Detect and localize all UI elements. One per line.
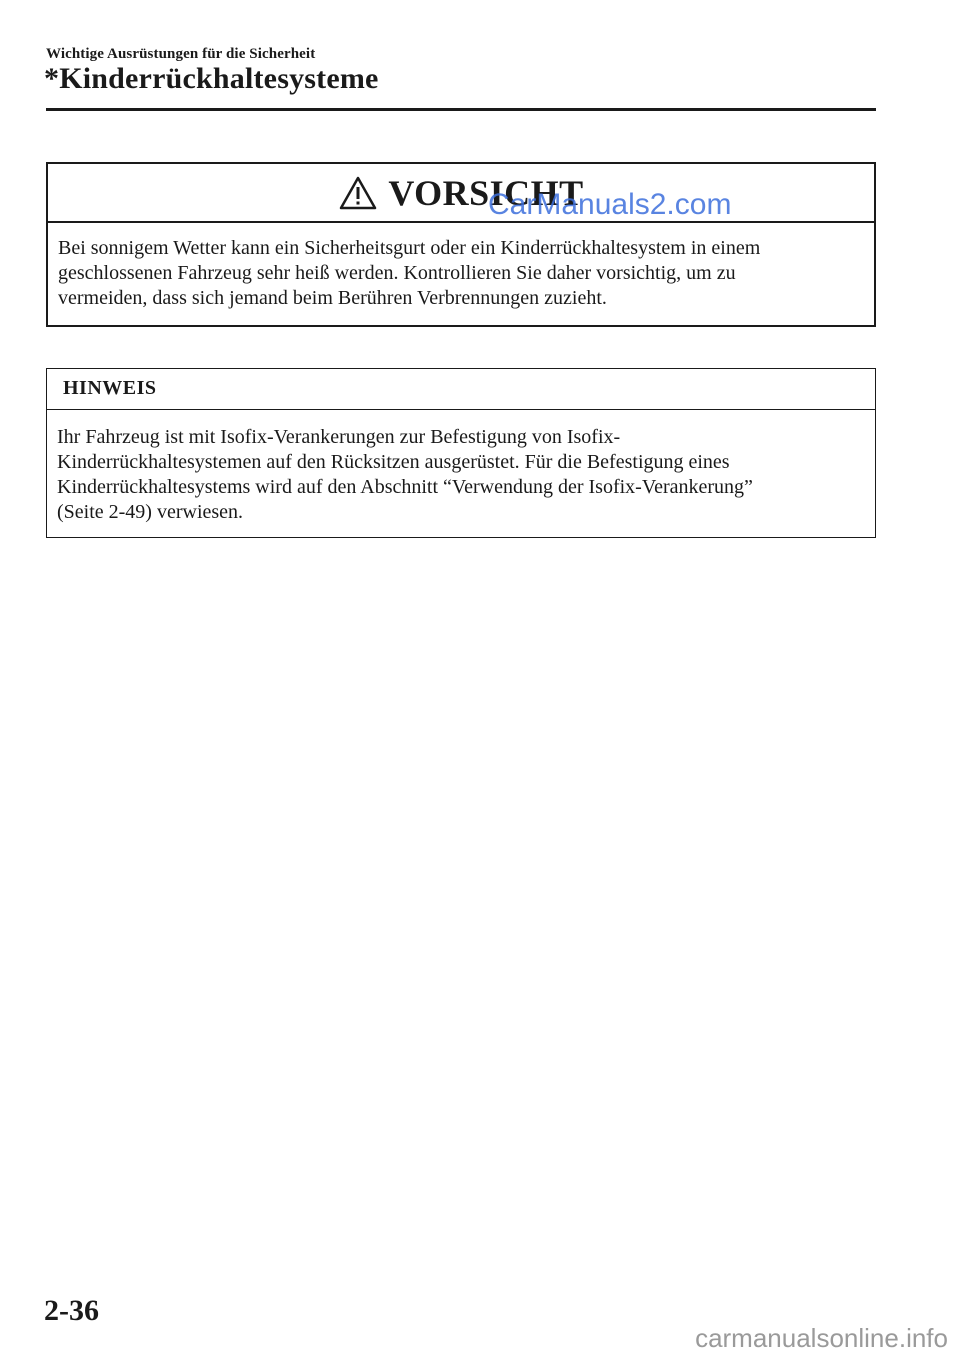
note-line: Kinderrückhaltesystemen auf den Rücksitzen ausgerüstet. Für die Befestigung eines [57, 451, 730, 473]
note-line: Ihr Fahrzeug ist mit Isofix-Verankerungen zur Befestigung von Isofix- [57, 426, 621, 448]
title-divider [46, 108, 876, 111]
note-title: HINWEIS [63, 377, 157, 399]
caution-title: VORSICHT [388, 172, 584, 213]
caution-box [46, 162, 876, 327]
note-line: (Seite 2-49) verwiesen. [57, 501, 244, 523]
caution-line: vermeiden, dass sich jemand beim Berühren Verbrennungen zuzieht. [58, 287, 607, 309]
warning-triangle-icon [338, 175, 378, 211]
note-box [46, 368, 876, 538]
note-header [47, 369, 875, 410]
watermark: CarManuals2.com [488, 188, 732, 221]
caution-line: Bei sonnigem Wetter kann ein Sicherheitsgurt oder ein Kinderrückhaltesystem in einem [58, 237, 761, 259]
note-line: Kinderrückhaltesystems wird auf den Abschnitt “Verwendung der Isofix-Verankerung” [57, 476, 753, 498]
footer-url[interactable]: carmanualsonline.info [695, 1323, 948, 1353]
note-text [57, 425, 869, 525]
section-header: Wichtige Ausrüstungen für die Sicherheit [46, 46, 316, 62]
caution-text [58, 236, 868, 311]
page-number: 2-36 [44, 1294, 99, 1327]
page-title: *Kinderrückhaltesysteme [44, 62, 379, 95]
caution-header [48, 164, 874, 223]
caution-line: geschlossenen Fahrzeug sehr heiß werden. Kontrollieren Sie daher vorsichtig, um zu [58, 262, 736, 284]
